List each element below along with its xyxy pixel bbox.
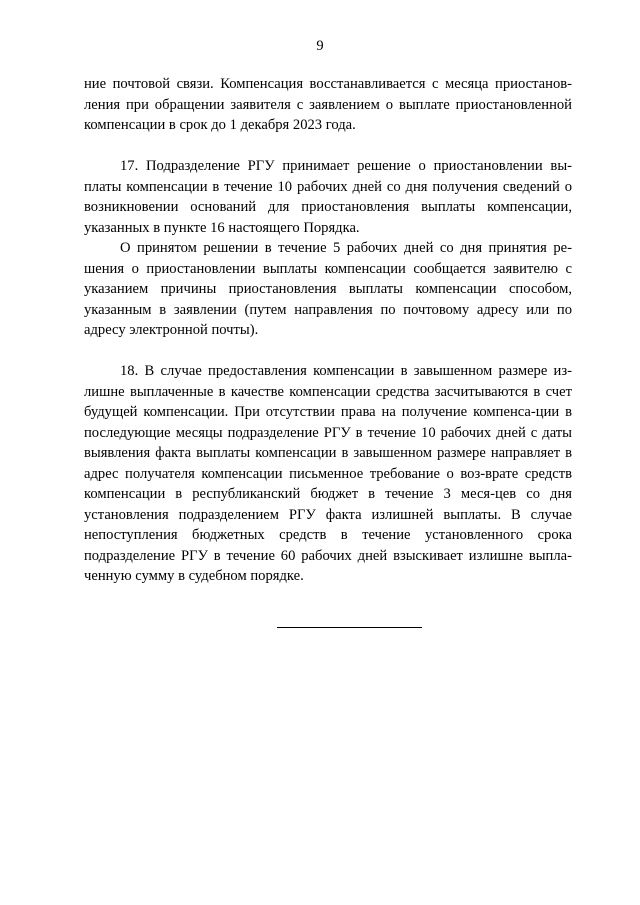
document-body [84, 74, 572, 587]
paragraph-continuation: ние почтовой связи. Компенсация восстанавливается с месяца приостанов-ления при обращении заявителя с заявлением о выплате приостановленной компенсации в срок до 1 декабря 2023 года. [84, 76, 572, 133]
paragraph-item-18: 18. В случае предоставления компенсации в завышенном размере из-лишне выплаченные в качестве компенсации средства засчитываются в счет будущей компенсации. При отсутствии права на получение компенса-ции в последующие месяцы подразделение РГУ в течение 10 рабочих дней с даты выявления факта выплаты компенсации в завышенном размере направляет в адрес получателя компенсации письменное требование о воз-врате средств компенсации в республиканский бюджет в течение 3 меся-цев со дня установления подразделением РГУ факта излишней выплаты. В случае непоступления бюджетных средств в течение установленного срока подразделение РГУ в течение 60 рабочих дней взыскивает излишне выпла-ченную сумму в судебном порядке. [84, 363, 572, 584]
closing-separator-line [277, 627, 422, 628]
paragraph-notification: О принятом решении в течение 5 рабочих дней со дня принятия ре-шения о приостановлении выплаты компенсации сообщается заявителю с указанием причины приостановления выплаты компенсации способом, указанным в заявлении (путем направления по почтовому адресу или по адресу электронной почты). [84, 240, 572, 338]
paragraph-item-17: 17. Подразделение РГУ принимает решение о приостановлении вы-платы компенсации в течение 10 рабочих дней со дня получения сведений о возникновении оснований для приостановления выплаты компенсации, указанных в пункте 16 настоящего Порядка. [84, 158, 572, 236]
page-number: 9 [316, 38, 324, 54]
